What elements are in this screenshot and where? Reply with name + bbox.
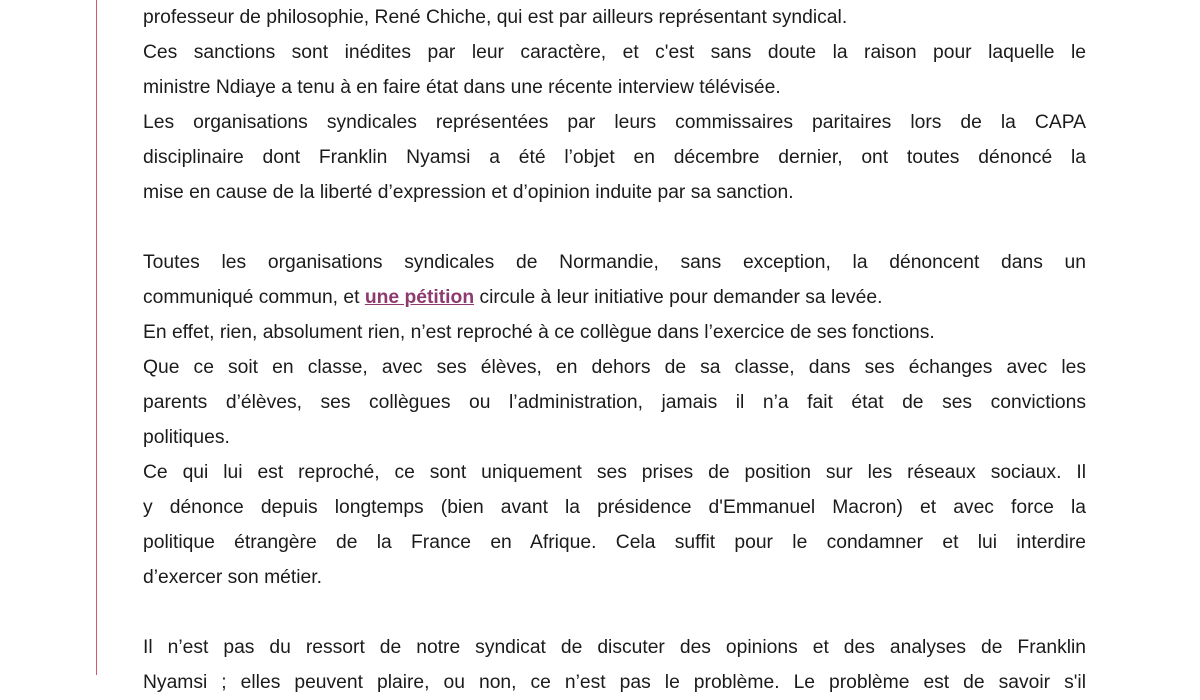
text-line: disciplinaire dont Franklin Nyamsi a été l’objet en décembre dernier, ont toutes dénoncé la — [143, 147, 1086, 168]
paragraph-2 — [143, 35, 1086, 105]
text-line: professeur de philosophie, René Chiche, qui est par ailleurs représentant syndical. — [143, 7, 848, 28]
petition-link[interactable]: une pétition — [364, 287, 475, 308]
text-line: parents d’élèves, ses collègues ou l’administration, jamais il n’a fait état de ses convictions — [143, 392, 1086, 413]
text-line: Ce qui lui est reproché, ce sont uniquement ses prises de position sur les réseaux sociaux. Il — [143, 462, 1086, 483]
text-line: d’exercer son métier. — [143, 567, 322, 588]
text-line: y dénonce depuis longtemps (bien avant la présidence d'Emmanuel Macron) et avec force la — [143, 497, 1086, 518]
margin-rule — [96, 0, 97, 675]
text-line: mise en cause de la liberté d’expression et d’opinion induite par sa sanction. — [143, 182, 794, 203]
text-line: Ces sanctions sont inédites par leur caractère, et c'est sans doute la raison pour laquelle le — [143, 42, 1086, 63]
text-line: Que ce soit en classe, avec ses élèves, en dehors de sa classe, dans ses échanges avec les — [143, 357, 1086, 378]
text-fragment: circule à leur initiative pour demander sa levée. — [474, 287, 883, 308]
paragraph-gap — [143, 595, 1086, 630]
paragraph-6 — [143, 350, 1086, 455]
paragraph-gap — [143, 210, 1086, 245]
paragraph-5 — [143, 315, 1086, 350]
text-line: En effet, rien, absolument rien, n’est reproché à ce collègue dans l’exercice de ses fonctions. — [143, 322, 935, 343]
text-line: politique étrangère de la France en Afrique. Cela suffit pour le condamner et lui interdire — [143, 532, 1086, 553]
paragraph-8 — [143, 630, 1086, 700]
text-fragment: communiqué commun, et — [143, 287, 365, 308]
text-line: Nyamsi ; elles peuvent plaire, ou non, ce n’est pas le problème. Le problème est de savoir s'il — [143, 672, 1086, 693]
text-line: politiques. — [143, 427, 230, 448]
paragraph-7 — [143, 455, 1086, 595]
paragraph-4 — [143, 245, 1086, 315]
text-line: ministre Ndiaye a tenu à en faire état dans une récente interview télévisée. — [143, 77, 781, 98]
text-line: Il n’est pas du ressort de notre syndicat de discuter des opinions et des analyses de Franklin — [143, 637, 1086, 658]
text-line — [143, 280, 1086, 315]
document-body — [143, 0, 1086, 700]
text-line: Les organisations syndicales représentées par leurs commissaires paritaires lors de la CAPA — [143, 112, 1086, 133]
paragraph-1 — [143, 0, 1086, 35]
text-line: Toutes les organisations syndicales de Normandie, sans exception, la dénoncent dans un — [143, 252, 1086, 273]
paragraph-3 — [143, 105, 1086, 210]
